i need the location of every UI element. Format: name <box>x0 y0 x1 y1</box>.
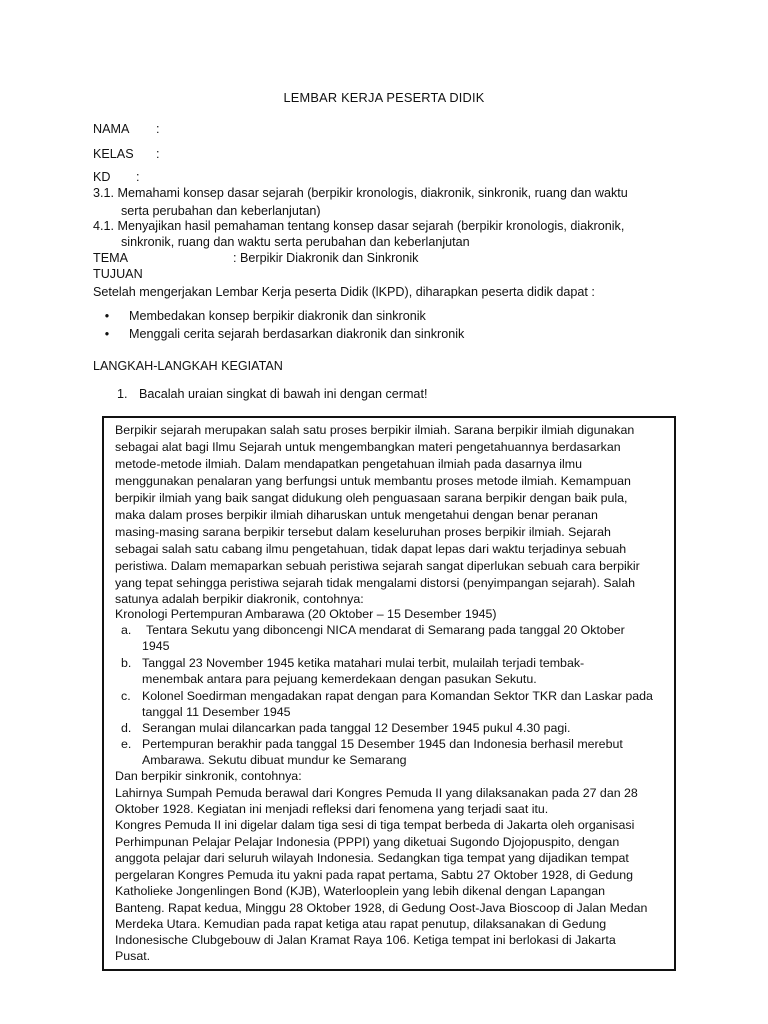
reading-box <box>102 416 676 971</box>
paragraph-line: yang tepat sehingga peristiwa sejarah tidak mengalami distorsi (penyimpangan sejarah). Salah <box>115 576 636 590</box>
field-kelas-label: KELAS <box>93 147 134 161</box>
paragraph-line: Indonesische Clubgebouw di Jalan Kramat Raya 106. Ketiga tempat ini berlokasi di Jakarta <box>115 933 616 947</box>
paragraph-line: Berpikir sejarah merupakan salah satu proses berpikir ilmiah. Sarana berpikir ilmiah digunakan <box>115 423 635 437</box>
list-item-cont: 1945 <box>142 639 170 653</box>
paragraph-line: Merdeka Utara. Kemudian pada rapat ketiga atau rapat penutup, dilaksanakan di Gedung <box>115 917 607 931</box>
paragraph-line: Banteng. Rapat kedua, Minggu 28 Oktober 1928, di Gedung Oost-Java Bioscoop di Jalan Medan <box>115 901 648 915</box>
bullet-icon: • <box>104 309 110 323</box>
paragraph-line: Pusat. <box>115 949 151 963</box>
paragraph-line: sebagai alat bagi Ilmu Sejarah untuk mengembangkan materi pengetahuannya berdasarkan <box>115 440 621 454</box>
paragraph-line: peristiwa. Dalam memaparkan sebuah peristiwa sejarah sangat diperlukan sebuah cara berpikir <box>115 559 640 573</box>
field-nama-label: NAMA <box>93 122 130 136</box>
paragraph-line: Katholieke Jongenlingen Bond (KJB), Waterlooplein yang lebih dikenal dengan Lapangan <box>115 884 606 898</box>
paragraph-line: Oktober 1928. Kegiatan ini menjadi refleksi dari fenomena yang terjadi saat itu. <box>115 802 549 816</box>
field-kelas <box>93 146 134 162</box>
paragraph-line: sebagai salah satu cabang ilmu pengetahuan, tidak dapat lepas dari waktu terjadinya sebuah <box>115 542 627 556</box>
paragraph-line: Kongres Pemuda II ini digelar dalam tiga sesi di tiga tempat berbeda di Jakarta oleh organisasi <box>115 818 635 832</box>
bullet-icon: • <box>104 327 110 341</box>
field-kd <box>93 169 111 185</box>
tujuan-bullet-text: Menggali cerita sejarah berdasarkan diakronik dan sinkronik <box>129 327 465 341</box>
list-item: Tanggal 23 November 1945 ketika matahari mulai terbit, mulailah terjadi tembak- <box>142 656 585 670</box>
paragraph-line: anggota pelajar dari seluruh wilayah Indonesia. Sedangkan tiga tempat yang dijadikan tempat <box>115 851 629 865</box>
paragraph-line: pergelaran Kongres Pemuda itu yakni pada rapat pertama, Sabtu 27 Oktober 1928, di Gedung <box>115 868 633 882</box>
field-kd-label: KD <box>93 170 111 184</box>
chronology-heading: Kronologi Pertempuran Ambarawa (20 Oktober – 15 Desember 1945) <box>115 607 497 621</box>
list-item: Serangan mulai dilancarkan pada tanggal 12 Desember 1945 pukul 4.30 pagi. <box>142 721 571 735</box>
tema-label: TEMA <box>93 251 128 265</box>
page-title: LEMBAR KERJA PESERTA DIDIK <box>283 90 485 105</box>
list-item-cont: Ambarawa. Sekutu dibuat mundur ke Semarang <box>142 753 407 767</box>
kd-item-3-1-cont: serta perubahan dan keberlanjutan) <box>121 204 321 218</box>
list-item-cont: tanggal 11 Desember 1945 <box>142 705 291 719</box>
list-marker: e. <box>121 737 132 751</box>
list-item: Kolonel Soedirman mengadakan rapat dengan para Komandan Sektor TKR dan Laskar pada <box>142 689 653 703</box>
kd-item-4-1: 4.1. Menyajikan hasil pemahaman tentang konsep dasar sejarah (berpikir kronologis, diakronik, <box>93 219 625 233</box>
field-kelas-colon: : <box>156 147 160 161</box>
field-nama <box>93 121 129 137</box>
list-marker: d. <box>121 721 132 735</box>
list-marker: a. <box>121 623 132 637</box>
kd-item-3-1: 3.1. Memahami konsep dasar sejarah (berpikir kronologis, diakronik, sinkronik, ruang dan waktu <box>93 186 628 200</box>
tujuan-label: TUJUAN <box>93 267 143 281</box>
paragraph-line: Dan berpikir sinkronik, contohnya: <box>115 769 302 783</box>
paragraph-line: metode-metode ilmiah. Dalam mendapatkan pengetahuan ilmiah pada dasarnya ilmu <box>115 457 582 471</box>
tema-value: : Berpikir Diakronik dan Sinkronik <box>233 251 419 265</box>
field-kd-colon: : <box>136 170 140 184</box>
paragraph-line: Lahirnya Sumpah Pemuda berawal dari Kongres Pemuda II yang dilaksanakan pada 27 dan 28 <box>115 786 638 800</box>
kd-item-4-1-cont: sinkronik, ruang dan waktu serta perubahan dan keberlanjutan <box>121 235 470 249</box>
langkah-step-text: Bacalah uraian singkat di bawah ini dengan cermat! <box>139 387 428 401</box>
paragraph-line: satunya adalah berpikir diakronik, contohnya: <box>115 592 364 606</box>
paragraph-line: berpikir ilmiah yang baik sangat didukung oleh penguasaan sarana berpikir dengan baik pula, <box>115 491 628 505</box>
list-item: Pertempuran berakhir pada tanggal 15 Desember 1945 dan Indonesia berhasil merebut <box>142 737 623 751</box>
paragraph-line: masing-masing sarana berpikir tersebut dalam keseluruhan proses berpikir ilmiah. Sejarah <box>115 525 611 539</box>
list-marker: c. <box>121 689 131 703</box>
tujuan-intro: Setelah mengerjakan Lembar Kerja peserta Didik (lKPD), diharapkan peserta didik dapat : <box>93 285 595 299</box>
paragraph-line: menggunakan penalaran yang berfungsi untuk membantu proses metode ilmiah. Kemampuan <box>115 474 631 488</box>
langkah-heading: LANGKAH-LANGKAH KEGIATAN <box>93 359 283 373</box>
list-item: Tentara Sekutu yang diboncengi NICA mendarat di Semarang pada tanggal 20 Oktober <box>146 623 625 637</box>
list-marker: b. <box>121 656 132 670</box>
field-nama-colon: : <box>156 122 160 136</box>
list-item-cont: menembak antara para pejuang kemerdekaan dengan pasukan Sekutu. <box>142 672 537 686</box>
paragraph-line: Perhimpunan Pelajar Pelajar Indonesia (PPPI) yang diketuai Sugondo Djojopuspito, dengan <box>115 835 620 849</box>
paragraph-line: maka dalam proses berpikir ilmiah diharuskan untuk mengetahui dengan benar peranan <box>115 508 598 522</box>
langkah-step-number: 1. <box>117 387 128 401</box>
tujuan-bullet-text: Membedakan konsep berpikir diakronik dan sinkronik <box>129 309 426 323</box>
